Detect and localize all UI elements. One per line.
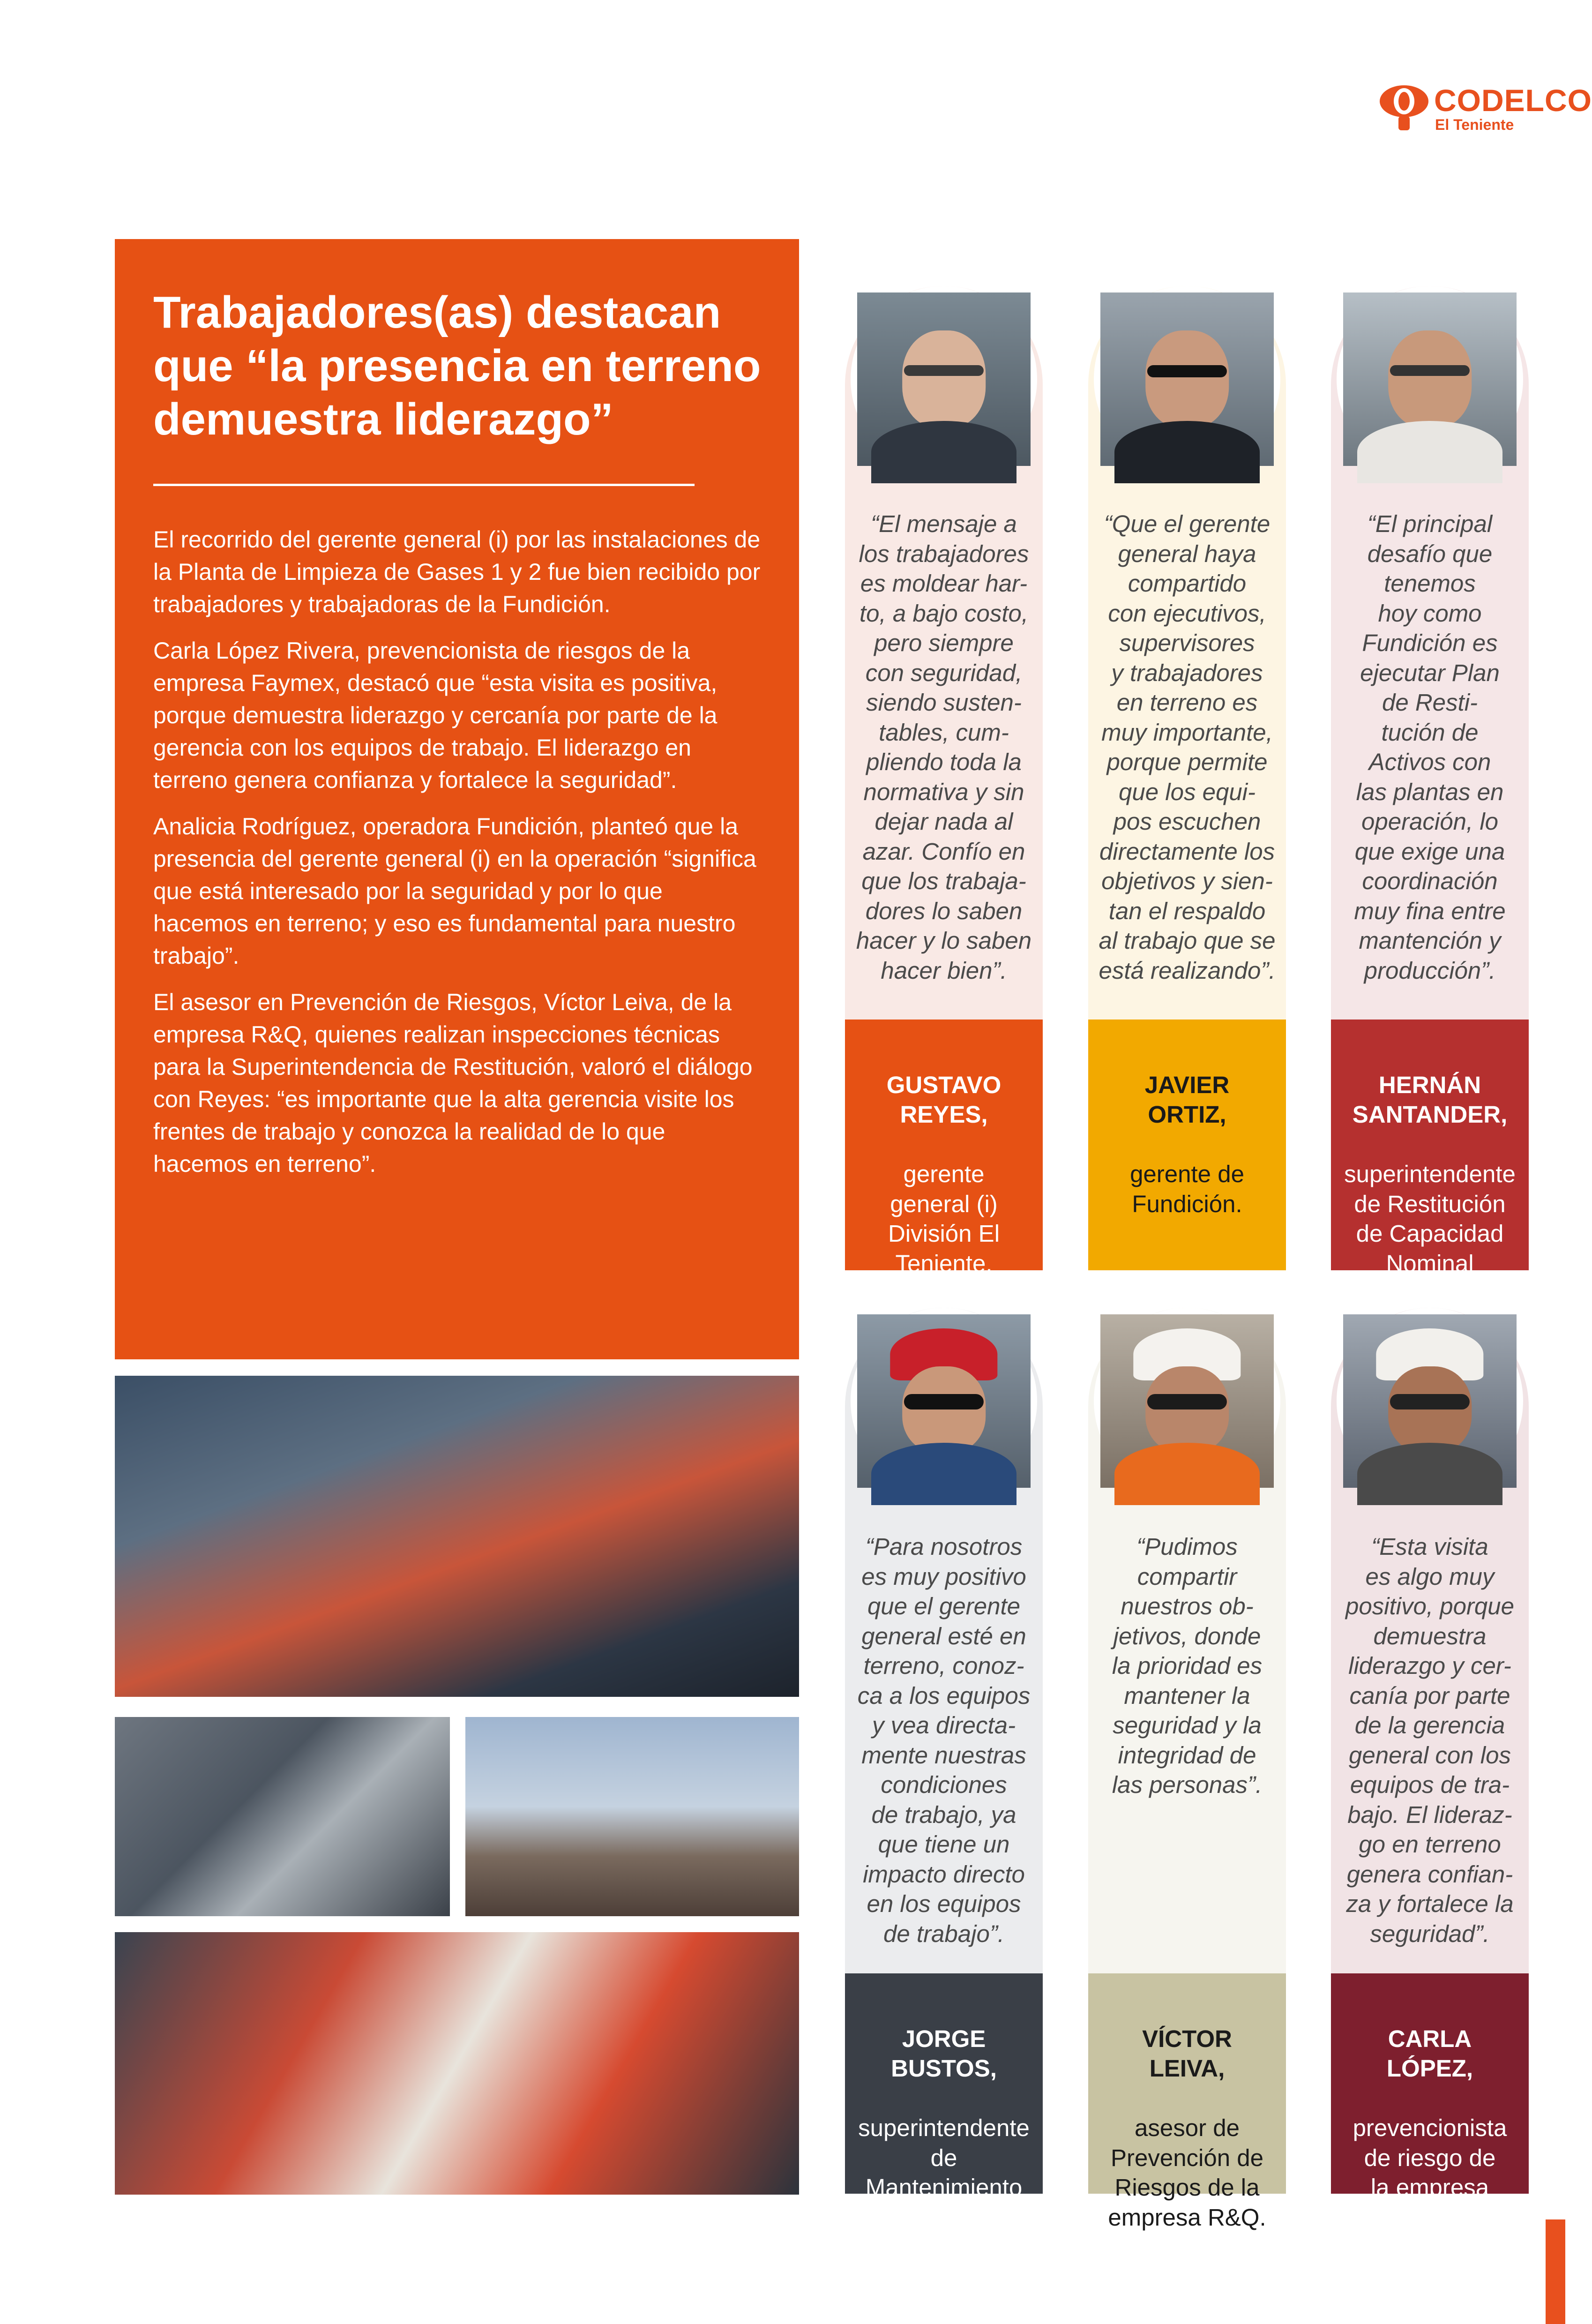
testimonial-card — [845, 1308, 1043, 2231]
page-edge-tab — [1546, 2219, 1565, 2324]
testimonial-name: CARLA LÓPEZ, — [1386, 2025, 1473, 2082]
testimonial-name: HERNÁN SANTANDER, — [1352, 1071, 1508, 1128]
intro-paragraph: Carla López Rivera, prevencionista de riesgos de la empresa Faymex, destacó que “esta visita es positiva, porque demuestra liderazgo y cercanía por parte de la gerencia con los equipos de trabajo. El liderazgo en terreno genera confianza y fortalece la seguridad”. — [153, 637, 718, 793]
photo-meeting-room — [115, 1932, 799, 2195]
testimonial-role: gerente general (i) División El Teniente. — [888, 1161, 1000, 1277]
testimonial-quote: “El principal desafío que tenemos hoy como Fundición es ejecutar Plan de Resti- tución de Activos con las plantas en operación, lo que exige una coordinación muy fina entre mantención y producción”. — [1354, 510, 1506, 984]
testimonial-role: superintendente de Mantenimiento de Fundición. — [858, 2114, 1030, 2231]
testimonial-card — [1088, 286, 1286, 1270]
avatar — [1094, 1308, 1280, 1494]
testimonial-quote: “Pudimos compartir nuestros ob- jetivos, donde la prioridad es mantener la seguridad y la integridad de las personas”. — [1112, 1533, 1263, 1798]
brand-name: CODELCO — [1434, 83, 1592, 118]
avatar — [1094, 286, 1280, 472]
codelco-logo-icon — [1378, 81, 1430, 132]
testimonial-name-box — [845, 1973, 1043, 2231]
testimonial-role: prevencionista de riesgo de la empresa FAYMEX. — [1353, 2114, 1507, 2231]
testimonial-name-box — [1331, 1973, 1529, 2231]
testimonial-quote: “Para nosotros es muy positivo que el gerente general esté en terreno, conoz- ca a los equipos y vea directa- mente nuestras condiciones de trabajo, ya que tiene un impacto directo en los equipos de trabajo”. — [857, 1533, 1031, 1947]
testimonial-name: VÍCTOR LEIVA, — [1142, 2025, 1232, 2082]
testimonial-card — [1331, 1308, 1529, 2231]
testimonial-card — [845, 286, 1043, 1277]
testimonial-quote: “El mensaje a los trabajadores es moldear har- to, a bajo costo, pero siempre con seguridad, siendo susten- tables, cum- pliendo toda la normativa y sin dejar nada al azar. Confío en que los trabaja- dores lo saben hacer y lo saben hacer bien”. — [856, 510, 1032, 984]
testimonial-name-box — [845, 1020, 1043, 1277]
testimonial-name-box — [1088, 1973, 1286, 2231]
testimonial-role: superintendente de Restitución de Capacidad Nominal Fundición. — [1344, 1161, 1516, 1306]
codelco-logo — [1378, 79, 1592, 140]
avatar — [1337, 286, 1523, 472]
testimonial-name: GUSTAVO REYES, — [886, 1071, 1002, 1128]
photo-workers-helmets — [115, 1376, 799, 1697]
intro-panel — [115, 239, 799, 1359]
intro-paragraph: El asesor en Prevención de Riesgos, Víctor Leiva, de la empresa R&Q, quienes realizan inspecciones técnicas para la Superintendencia de Restitución, valoró el diálogo con Reyes: “es importante que la alta gerencia visite los frentes de trabajo y conozca la realidad de lo que hacemos en terreno”. — [153, 989, 753, 1177]
testimonial-name-box — [1331, 1020, 1529, 1306]
avatar — [851, 286, 1037, 472]
avatar — [1337, 1308, 1523, 1494]
testimonial-name: JORGE BUSTOS, — [891, 2025, 997, 2082]
brand-division: El Teniente — [1435, 116, 1514, 133]
testimonial-name-box — [1088, 1020, 1286, 1270]
testimonial-card — [1088, 1308, 1286, 2231]
testimonial-role: asesor de Prevención de Riesgos de la empresa R&Q. — [1108, 2114, 1266, 2231]
testimonial-quote: “Que el gerente general haya compartido con ejecutivos, supervisores y trabajadores en terreno es muy importante, porque permite que los equi- pos escuchen directamente los objetivos y sien- tan el respaldo al trabajo que se está realizando”. — [1099, 510, 1276, 984]
title-divider — [153, 484, 695, 486]
intro-paragraph: El recorrido del gerente general (i) por las instalaciones de la Planta de Limpieza de Gases 1 y 2 fue bien recibido por trabajadores y trabajadoras de la Fundición. — [153, 526, 761, 617]
article-title: Trabajadores(as) destacan que “la presencia en terreno demuestra liderazgo” — [153, 287, 761, 444]
photo-smelter-chimney — [465, 1717, 799, 1916]
testimonial-role: gerente de Fundición. — [1130, 1161, 1244, 1217]
testimonial-card — [1331, 286, 1529, 1306]
avatar — [851, 1308, 1037, 1494]
testimonial-quote: “Esta visita es algo muy positivo, porque demuestra liderazgo y cer- canía por parte de la gerencia general con los equipos de tra- bajo. El lideraz- go en terreno genera confian- za y fortalece la seguridad”. — [1345, 1533, 1515, 1947]
photo-plant-structure — [115, 1717, 450, 1916]
testimonial-name: JAVIER ORTIZ, — [1144, 1071, 1230, 1128]
intro-paragraph: Analicia Rodríguez, operadora Fundición, planteó que la presencia del gerente general (i) en la operación “significa que está interesado por la seguridad y por lo que hacemos en terreno; y eso es fundamental para nuestro trabajo”. — [153, 813, 756, 969]
